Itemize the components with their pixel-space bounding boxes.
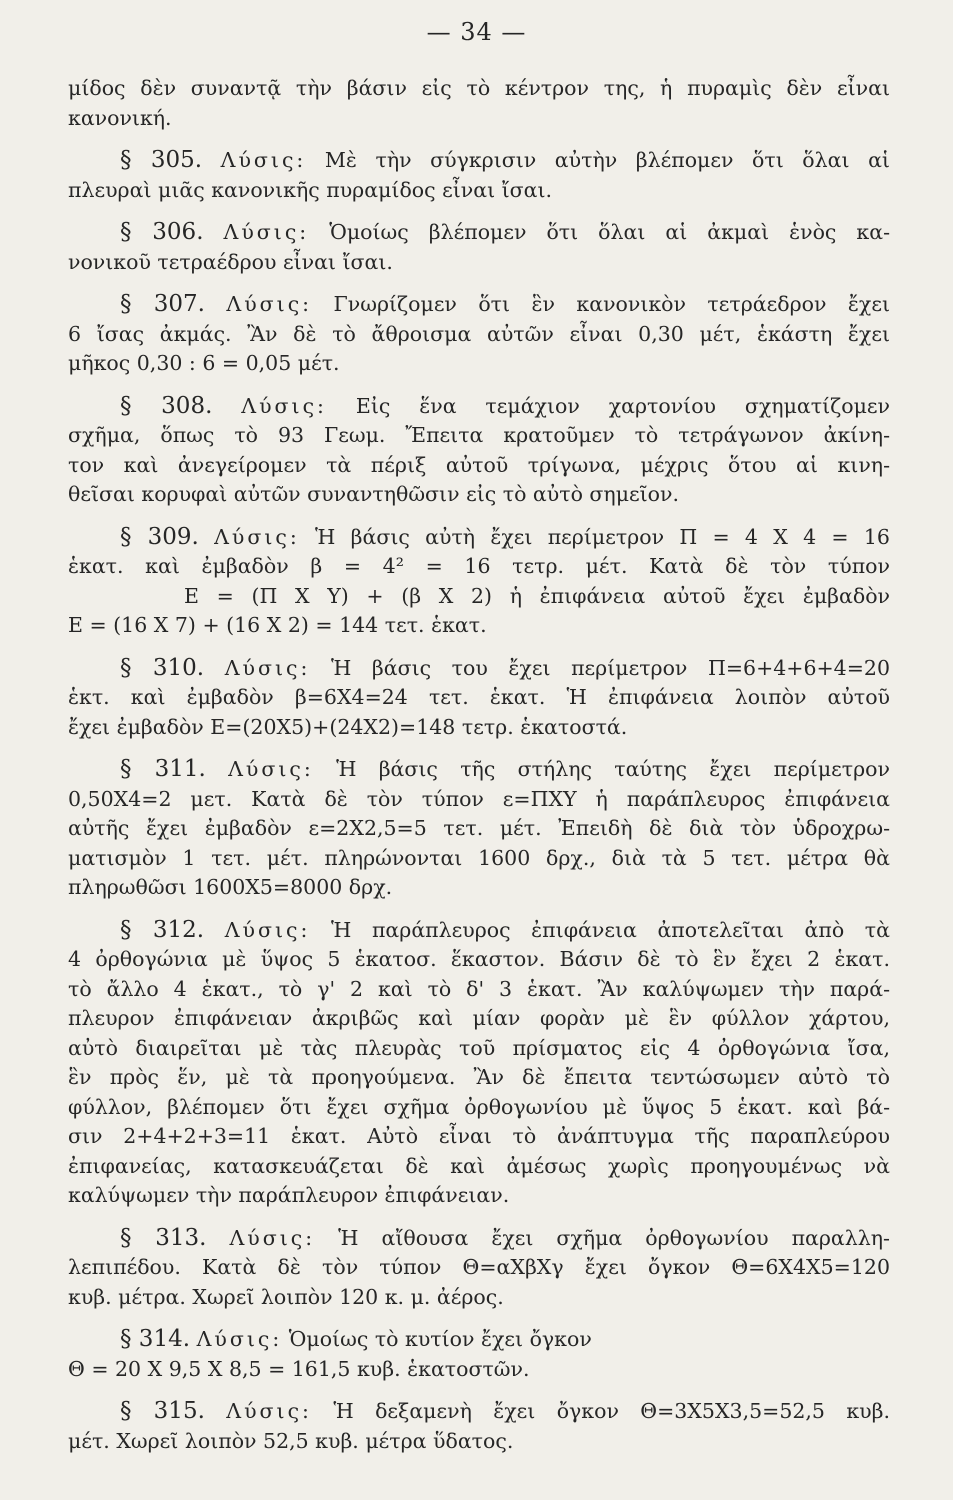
text-line [68,392,890,422]
formula-line: Ε = (Π X Υ) + (β X 2) ἡ ἐπιφάνεια αὐτοῦ ἔχει ἐμβαδὸν [184,583,890,608]
text-line [68,755,890,785]
paragraph-308 [68,392,890,510]
section-number: § 308. [120,392,213,419]
page-number: — 34 — [426,18,527,46]
paragraph-305 [68,146,890,205]
text-line: ἔχει ἐμβαδὸν Ε=(20X5)+(24X2)=148 τετρ. ἑκατοστά. [68,714,628,739]
paragraph-313 [68,1224,890,1313]
text-line-content: Εἰς ἕνα τεμάχιον χαρτονίου σχηματίζομεν [355,393,890,418]
text-line-content: Ἡ βάσις του ἔχει περίμετρον Π=6+4+6+4=20 [330,655,890,680]
solution-label: Λύσις: [241,393,327,418]
paragraph-315 [68,1397,890,1456]
text-line: κανονική. [68,105,172,130]
solution-label: Λύσις: [196,1327,283,1351]
text-line-content: Ἡ βάσις τῆς στήλης ταύτης ἔχει περίμετρον [336,757,890,781]
text-line-content: Γνωρίζομεν ὅτι ἓν κανονικὸν τετράεδρον ἔχει [333,292,890,316]
paragraph-309 [68,523,890,641]
text-line: θεῖσαι κορυφαὶ αὐτῶν συναντηθῶσιν εἰς τὸ αὐτὸ σημεῖον. [68,482,680,506]
text-line-content: Ἡ παράπλευρος ἐπιφάνεια ἀποτελεῖται ἀπὸ τὰ [331,917,890,942]
text-line: πλευραὶ μιᾶς κανονικῆς πυραμίδος εἶναι ἴσαι. [68,177,553,202]
section-number: § 313. [120,1224,207,1251]
text-line: νονικοῦ τετραέδρου εἶναι ἴσαι. [68,249,393,274]
text-line: ἑκατ. καὶ ἐμβαδὸν β = 4² = 16 τετρ. μέτ. Κατὰ δὲ τὸν τύπον [68,554,890,578]
section-number: § 309. [120,523,199,550]
solution-label: Λύσις: [229,1225,316,1250]
text-line [68,290,890,320]
text-line-content: Ἡ αἴθουσα ἔχει σχῆμα ὀρθογωνίου παραλλη- [338,1225,890,1250]
text-line [68,916,890,946]
text-line: τον καὶ ἀνεγείρομεν τὰ πέριξ αὐτοῦ τρίγωνα, μέχρις ὅτου αἱ κινη- [68,452,890,477]
solution-label: Λύσις: [226,1399,312,1423]
text-line: σχῆμα, ὅπως τὸ 93 Γεωμ. Ἔπειτα κρατοῦμεν τὸ τετράγωνον ἀκίνη- [68,423,890,447]
paragraph-307 [68,290,890,379]
text-line-content: Ἡ δεξαμενὴ ἔχει ὄγκον Θ=3X5X3,5=52,5 κυβ. [333,1399,890,1423]
text-line: πλευρον ἐπιφάνειαν ἀκριβῶς καὶ μίαν φορὰν μὲ ἓν φύλλον χάρτου, [68,1006,890,1030]
section-number: § 311. [120,756,206,782]
text-line: λεπιπέδου. Κατὰ δὲ τὸν τύπον Θ=αXβXγ ἔχει ὄγκον Θ=6X4X5=120 [68,1255,890,1279]
paragraph-311 [68,755,890,903]
solution-label: Λύσις: [226,292,313,316]
text-line: πληρωθῶσι 1600X5=8000 δρχ. [68,875,393,899]
text-line [68,523,890,553]
text-line: 4 ὀρθογώνια μὲ ὕψος 5 ἑκατοσ. ἕκαστον. Βάσιν δὲ τὸ ἓν ἔχει 2 ἑκατ. [68,947,890,971]
paragraph-306 [68,218,890,277]
text-line: ματισμὸν 1 τετ. μέτ. πληρώνονται 1600 δρχ., διὰ τὰ 5 τετ. μέτρα θὰ [68,845,890,870]
page-body [68,74,890,1469]
section-number: § 306. [120,219,204,245]
solution-label: Λύσις: [220,148,307,172]
paragraph-310 [68,654,890,743]
paragraph-314 [68,1325,890,1384]
section-number: § 312. [120,916,205,943]
solution-label: Λύσις: [223,220,310,244]
paragraph-312 [68,916,890,1211]
text-line: σιν 2+4+2+3=11 ἑκατ. Αὐτὸ εἶναι τὸ ἀνάπτυγμα τῆς παραπλεύρου [68,1124,890,1148]
section-number: § 315. [120,1398,205,1424]
text-line: κυβ. μέτρα. Χωρεῖ λοιπὸν 120 κ. μ. ἀέρος. [68,1284,504,1309]
solution-label: Λύσις: [224,917,311,942]
solution-label: Λύσις: [228,757,314,781]
text-line-content: Ὁμοίως τὸ κυτίον ἔχει ὄγκον [288,1327,592,1351]
text-line [68,1397,890,1427]
text-line: ἐπιφανείας, κατασκευάζεται δὲ καὶ ἀμέσως χωρὶς προηγουμένως νὰ [68,1153,890,1178]
text-line-content: Μὲ τὴν σύγκρισιν αὐτὴν βλέπομεν ὅτι ὅλαι αἱ [324,148,890,172]
text-line: ἓν πρὸς ἕν, μὲ τὰ προηγούμενα. Ἂν δὲ ἔπειτα τεντώσωμεν αὐτὸ τὸ [68,1065,890,1089]
text-line: 0,50X4=2 μετ. Κατὰ δὲ τὸν τύπον ε=ΠΧΥ ἡ παράπλευρος ἐπιφάνεια [68,786,890,811]
text-line: καλύψωμεν τὴν παράπλευρον ἐπιφάνειαν. [68,1183,510,1207]
text-line [68,146,890,176]
text-line: 6 ἴσας ἀκμάς. Ἂν δὲ τὸ ἄθροισμα αὐτῶν εἶναι 0,30 μέτ, ἑκάστη ἔχει [68,321,890,346]
text-line: φύλλον, βλέπομεν ὅτι ἔχει σχῆμα ὀρθογωνίου μὲ ὕψος 5 ἑκατ. καὶ βά- [68,1094,890,1119]
paragraph-continuation [68,74,890,133]
text-line: μίδος δὲν συναντᾷ τὴν βάσιν εἰς τὸ κέντρον της, ἡ πυραμὶς δὲν εἶναι [68,76,890,100]
text-line [68,1325,890,1355]
text-line-content: Ἡ βάσις αὐτὴ ἔχει περίμετρον Π = 4 X 4 = 16 [315,524,890,549]
section-number: § 310. [120,654,205,681]
solution-label: Λύσις: [214,524,300,549]
text-line [68,654,890,684]
formula-line: Θ = 20 X 9,5 X 8,5 = 161,5 κυβ. ἑκατοστῶν. [68,1356,530,1381]
text-line: τὸ ἄλλο 4 ἑκατ., τὸ γ' 2 καὶ τὸ δ' 3 ἑκατ. Ἂν καλύψωμεν τὴν παρά- [68,976,890,1001]
text-line: μέτ. Χωρεῖ λοιπὸν 52,5 κυβ. μέτρα ὕδατος. [68,1428,514,1453]
text-line: ἑκτ. καὶ ἐμβαδὸν β=6X4=24 τετ. ἑκατ. Ἡ ἐπιφάνεια λοιπὸν αὐτοῦ [68,685,890,709]
solution-label: Λύσις: [224,655,311,680]
section-number: § 307. [120,291,205,317]
text-line [68,1224,890,1254]
text-line: μῆκος 0,30 : 6 = 0,05 μέτ. [68,351,340,375]
text-line-content: Ὁμοίως βλέπομεν ὅτι ὅλαι αἱ ἀκμαὶ ἑνὸς κα- [329,220,890,244]
text-line: αὐτὸ διαιρεῖται μὲ τὰς πλευρὰς τοῦ πρίσματος εἰς 4 ὀρθογώνια ἴσα, [68,1035,890,1060]
section-number: § 305. [120,147,203,173]
text-line [68,218,890,248]
text-line: αὐτῆς ἔχει ἐμβαδὸν ε=2X2,5=5 τετ. μέτ. Ἐπειδὴ δὲ διὰ τὸν ὑδροχρω- [68,816,890,840]
section-number: § 314. [120,1326,191,1352]
formula-line: Ε = (16 X 7) + (16 X 2) = 144 τετ. ἑκατ. [68,613,487,637]
